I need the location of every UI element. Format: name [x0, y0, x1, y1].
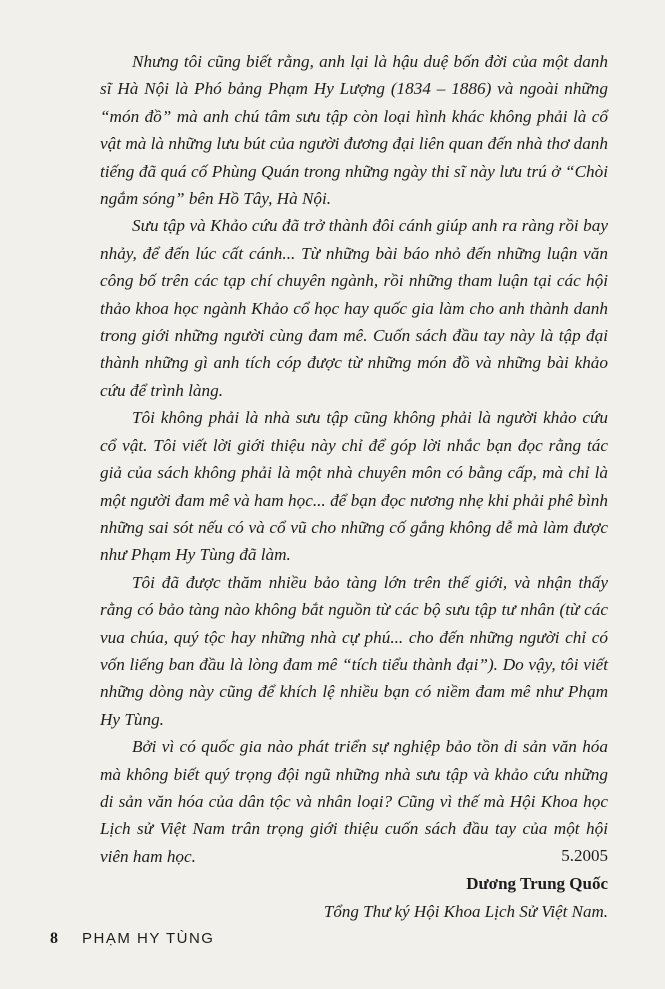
- page-footer: [50, 930, 214, 948]
- signature-date: 5.2005: [561, 846, 608, 865]
- paragraph-4: Tôi đã được thăm nhiều bảo tàng lớn trên thế giới, và nhận thấy rằng có bảo tàng nào không bắt nguồn từ các bộ sưu tập tư nhân (từ các vua chúa, quý tộc hay những nhà cự phú... cho đến những người chỉ có vốn liếng ban đầu là lòng đam mê “tích tiểu thành đại”). Do vậy, tôi viết những dòng này cũng để khích lệ nhiều bạn có niềm đam mê như Phạm Hy Tùng.: [100, 572, 608, 729]
- running-head: PHẠM HY TÙNG: [82, 930, 215, 947]
- paragraph-1: Nhưng tôi cũng biết rằng, anh lại là hậu duệ bốn đời của một danh sĩ Hà Nội là Phó bảng Phạm Hy Lượng (1834 – 1886) và ngoài những “món đồ” mà anh chú tâm sưu tập còn loại hình khác không phải là cổ vật mà là những lưu bút của người đương đại liên quan đến nhà thơ danh tiếng đã quá cố Phùng Quán trong những ngày thi sĩ này lưu trú ở “Chòi ngắm sóng” bên Hồ Tây, Hà Nội.: [100, 52, 608, 209]
- paragraph-3: Tôi không phải là nhà sưu tập cũng không phải là người khảo cứu cổ vật. Tôi viết lời giới thiệu này chỉ để góp lời nhắc bạn đọc rằng tác giả của sách không phải là một nhà chuyên môn có bằng cấp, mà chỉ là một người đam mê và ham học... để bạn đọc nương nhẹ khi phải phê bình những sai sót nếu có và cổ vũ cho những cố gắng không dễ mà làm được như Phạm Hy Tùng đã làm.: [100, 408, 608, 565]
- page-number: 8: [50, 930, 58, 947]
- body-text: [100, 48, 608, 870]
- signature-block: [324, 842, 608, 926]
- signature-title: Tổng Thư ký Hội Khoa Lịch Sử Việt Nam.: [323, 902, 608, 921]
- paragraph-2: Sưu tập và Khảo cứu đã trở thành đôi cánh giúp anh ra ràng rồi bay nhảy, để đến lúc cất cánh... Từ những bài báo nhỏ đến những luận văn công bố trên các tạp chí chuyên ngành, rồi những tham luận tại các hội thảo khoa học ngành Khảo cổ học hay quốc gia làm cho anh thành danh trong giới những người cùng đam mê. Cuốn sách đầu tay này là tập đại thành những gì anh tích cóp được từ những món đồ và những bài khảo cứu để trình làng.: [100, 216, 608, 400]
- signature-name: Dương Trung Quốc: [466, 874, 608, 893]
- paragraph-5: Bởi vì có quốc gia nào phát triển sự nghiệp bảo tồn di sản văn hóa mà không biết quý trọng đội ngũ những nhà sưu tập và khảo cứu những di sản văn hóa của dân tộc và nhân loại? Cũng vì thế mà Hội Khoa học Lịch sử Việt Nam trân trọng giới thiệu cuốn sách đầu tay của một hội viên ham học.: [100, 737, 608, 866]
